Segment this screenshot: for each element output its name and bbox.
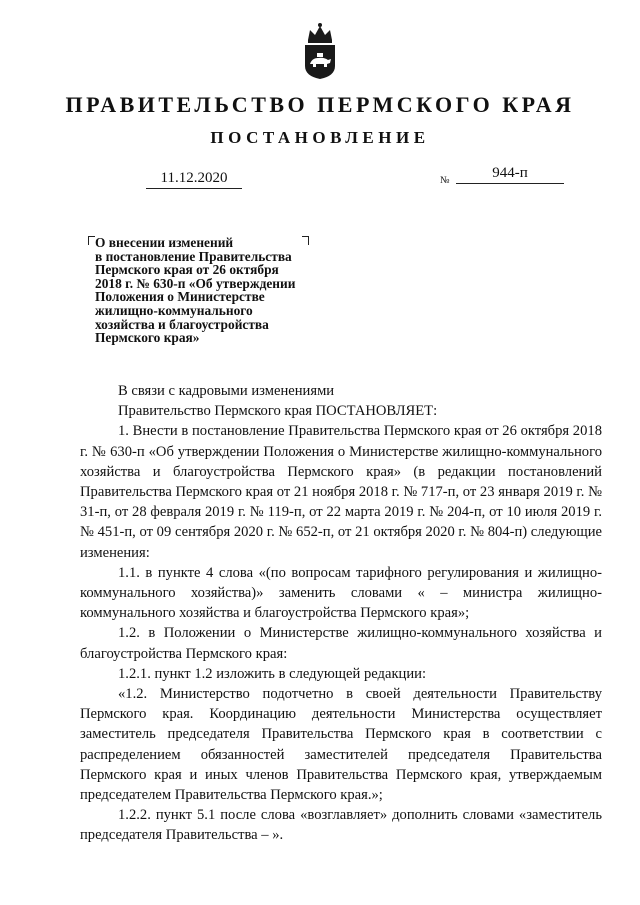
document-number: 944-п bbox=[456, 165, 564, 184]
document-subject bbox=[95, 236, 345, 345]
subject-line: хозяйства и благоустройства bbox=[95, 316, 269, 332]
subject-line: 2018 г. № 630-п «Об утверждении bbox=[95, 275, 296, 291]
document-type: ПОСТАНОВЛЕНИЕ bbox=[210, 128, 430, 147]
paragraph-quoted-1-2: «1.2. Министерство подотчетно в своей деятельности Правительству Пермского края. Координацию деятельности Министерства осуществляет заместитель председателя Правительства Пермского края в соответствии с распределением обязанностей заместителей председателя Правительства Пермского края и иных членов Правительства Пермского края, утверждаемым председателем Правительства Пермского края.»; bbox=[80, 686, 602, 804]
subject-corner-left bbox=[88, 236, 95, 245]
document-body bbox=[80, 381, 602, 846]
number-label: № bbox=[440, 175, 450, 186]
paragraph-item-1-2-1: 1.2.1. пункт 1.2 изложить в следующей редакции: bbox=[118, 665, 427, 682]
subject-line: Пермского края от 26 октября bbox=[95, 262, 279, 278]
document-date: 11.12.2020 bbox=[146, 170, 242, 189]
subject-line: жилищно-коммунального bbox=[95, 302, 253, 318]
coat-of-arms-icon bbox=[300, 20, 340, 80]
subject-line: в постановление Правительства bbox=[95, 248, 292, 264]
subject-line: Пермского края» bbox=[95, 330, 200, 346]
paragraph-resolution: Правительство Пермского края ПОСТАНОВЛЯЕТ: bbox=[118, 403, 438, 420]
paragraph-item-1: 1. Внести в постановление Правительства Пермского края от 26 октября 2018 г. № 630-п «Об утверждении Положения о Министерстве жилищно-коммунального хозяйства и благоустройства Пермского края» (в редакции постановлений Правительства Пермского края от 21 ноября 2018 г. № 717-п, от 23 января 2019 г. № 31-п, от 28 февраля 2019 г. № 119-п, от 22 марта 2019 г. № 204-п, от 10 июля 2019 г. № 451-п, от 09 сентября 2020 г. № 652-п, от 21 октября 2020 г. № 804-п) следующие изменения: bbox=[80, 423, 602, 561]
subject-line: Положения о Министерстве bbox=[95, 289, 265, 305]
government-title: ПРАВИТЕЛЬСТВО ПЕРМСКОГО КРАЯ bbox=[65, 92, 575, 117]
paragraph-item-1-2-2: 1.2.2. пункт 5.1 после слова «возглавляет» дополнить словами «заместитель председателя Правительства – ». bbox=[80, 807, 602, 844]
subject-line: О внесении изменений bbox=[95, 235, 234, 250]
paragraph-reason: В связи с кадровыми изменениями bbox=[118, 383, 335, 399]
paragraph-item-1-1: 1.1. в пункте 4 слова «(по вопросам тарифного регулирования и жилищно-коммунального хозяйства)» заменить словами « – министра жилищно-коммунального хозяйства и благоустройства Пермского края»; bbox=[80, 564, 602, 622]
paragraph-item-1-2: 1.2. в Положении о Министерстве жилищно-коммунального хозяйства и благоустройства Пермского края: bbox=[80, 625, 602, 662]
